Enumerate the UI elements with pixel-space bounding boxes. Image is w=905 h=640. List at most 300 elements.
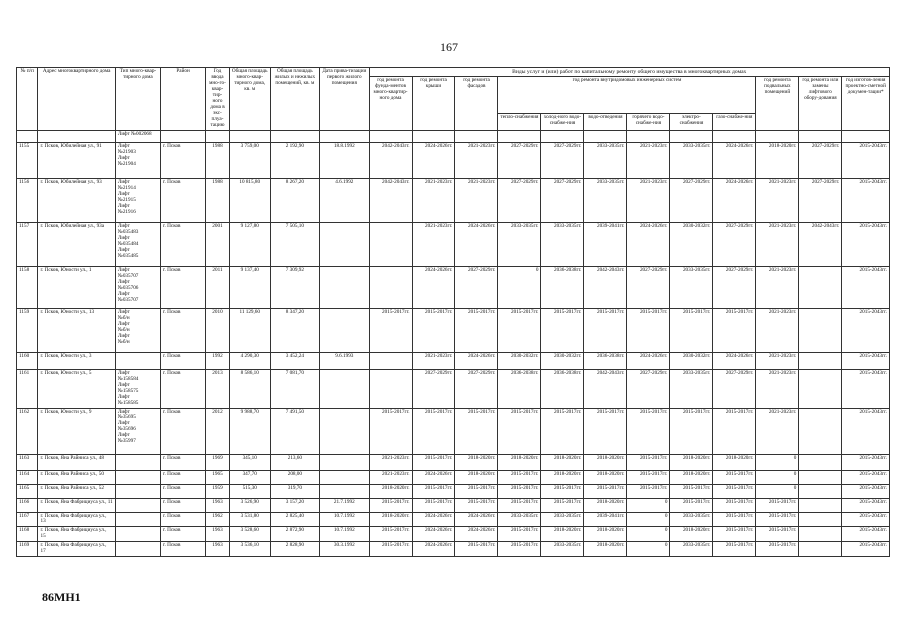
table-row bbox=[17, 512, 890, 527]
hot-water-year: 2015-2017гг. bbox=[627, 484, 670, 498]
elevator-year bbox=[799, 352, 842, 369]
foundation-year: 2042-2043гг. bbox=[369, 142, 412, 178]
year: 2001 bbox=[206, 222, 230, 266]
elevator-year bbox=[799, 369, 842, 408]
docs-year: 2015-2043гг. bbox=[842, 352, 890, 369]
year: 2012 bbox=[206, 408, 230, 454]
res-area: 8 347,20 bbox=[270, 308, 319, 352]
hot-water-year: 0 bbox=[627, 527, 670, 542]
privatization-date: 30.3.1992 bbox=[320, 542, 369, 557]
header-nonres-area: Общая площадь жилых и нежилых помещений, кв. м bbox=[270, 68, 319, 131]
foundation-year bbox=[369, 222, 412, 266]
lift-cell bbox=[115, 454, 160, 470]
gas-year: 2018-2020гг. bbox=[713, 454, 756, 470]
roof-year: 2015-2017гг. bbox=[412, 484, 455, 498]
privatization-date bbox=[320, 470, 369, 484]
header-address: Адрес многоквартирного дома bbox=[38, 68, 115, 131]
total-area: 515,30 bbox=[229, 484, 270, 498]
address: г. Псков, Юбилейная ул., 93 bbox=[38, 178, 115, 222]
address: г. Псков, Яна Райниса ул., 48 bbox=[38, 454, 115, 470]
table-row bbox=[17, 266, 890, 308]
hot-water-year: 0 bbox=[627, 498, 670, 512]
res-area: 8 267,20 bbox=[270, 178, 319, 222]
total-area: 3 759,00 bbox=[229, 142, 270, 178]
cold-water-year: 2027-2029гг. bbox=[541, 142, 584, 178]
elevator-year bbox=[799, 470, 842, 484]
roof-year: 2024-2026гг. bbox=[412, 266, 455, 308]
drainage-year: 2018-2020гг. bbox=[584, 498, 627, 512]
privatization-date bbox=[320, 408, 369, 454]
elevator-year: 2027-2029гг. bbox=[799, 142, 842, 178]
docs-year: 2015-2043гг. bbox=[842, 527, 890, 542]
cold-water-year: 2015-2017гг. bbox=[541, 408, 584, 454]
drainage-year: 2042-2043гг. bbox=[584, 266, 627, 308]
row-number: 1160 bbox=[17, 352, 38, 369]
gas-year: 2015-2017гг. bbox=[713, 542, 756, 557]
year: 1988 bbox=[206, 178, 230, 222]
district: г. Псков bbox=[161, 484, 206, 498]
header-type: Тип много-квар-тирного дома bbox=[115, 68, 160, 131]
gas-year: 2024-2026гг. bbox=[713, 178, 756, 222]
drainage-year: 2039-2041гг. bbox=[584, 222, 627, 266]
total-area: 10 815,80 bbox=[229, 178, 270, 222]
table-row bbox=[17, 408, 890, 454]
hot-water-year: 2015-2017гг. bbox=[627, 470, 670, 484]
heat-year: 2018-2020гг. bbox=[498, 454, 541, 470]
basement-year: 2021-2023гг. bbox=[756, 369, 799, 408]
year: 1962 bbox=[206, 512, 230, 527]
cold-water-year: 2036-2038гг. bbox=[541, 369, 584, 408]
cold-water-year: 2018-2020гг. bbox=[541, 454, 584, 470]
year: 1963 bbox=[206, 498, 230, 512]
elevator-year bbox=[799, 454, 842, 470]
drainage-year: 2018-2020гг. bbox=[584, 542, 627, 557]
privatization-date bbox=[320, 369, 369, 408]
foundation-year bbox=[369, 266, 412, 308]
roof-year: 2021-2023гг. bbox=[412, 352, 455, 369]
row-number: 1157 bbox=[17, 222, 38, 266]
hot-water-year: 2015-2017гг. bbox=[627, 408, 670, 454]
facade-year: 2015-2017гг. bbox=[455, 498, 498, 512]
header-hot: горячего водо-снабже-ния bbox=[627, 113, 670, 130]
foundation-year: 2015-2017гг. bbox=[369, 308, 412, 352]
basement-year: 2021-2023гг. bbox=[756, 178, 799, 222]
page-number: 167 bbox=[440, 40, 458, 54]
drainage-year: 2015-2017гг. bbox=[584, 408, 627, 454]
drainage-year: 2039-2041гг. bbox=[584, 512, 627, 527]
year: 1959 bbox=[206, 484, 230, 498]
header-systems-group: год ремонта внутридомовых инженерных систем bbox=[498, 77, 756, 113]
lift-cell bbox=[115, 484, 160, 498]
electric-year: 2030-2032гг. bbox=[670, 352, 713, 369]
row-number: 1165 bbox=[17, 484, 38, 498]
basement-year: 2015-2017гг. bbox=[756, 498, 799, 512]
facade-year: 2027-2029гг. bbox=[455, 266, 498, 308]
address: г. Псков, Яна Фабрициуса ул., 15 bbox=[38, 527, 115, 542]
lift-cell: Лифт №158584 Лифт №158575 Лифт №158585 bbox=[115, 369, 160, 408]
table-row bbox=[17, 222, 890, 266]
total-area: 9 127,80 bbox=[229, 222, 270, 266]
elevator-year: 2027-2029гг. bbox=[799, 178, 842, 222]
heat-year: 2027-2029гг. bbox=[498, 178, 541, 222]
foundation-year: 2042-2043гг. bbox=[369, 178, 412, 222]
elevator-year bbox=[799, 498, 842, 512]
roof-year: 2015-2017гг. bbox=[412, 408, 455, 454]
electric-year: 2018-2020гг. bbox=[670, 527, 713, 542]
address: г. Псков, Яна Фабрициуса ул., 11 bbox=[38, 498, 115, 512]
year: 1988 bbox=[206, 142, 230, 178]
elevator-year bbox=[799, 408, 842, 454]
year: 1965 bbox=[206, 470, 230, 484]
drainage-year: 2015-2017гг. bbox=[584, 484, 627, 498]
hot-water-year: 2021-2023гг. bbox=[627, 178, 670, 222]
basement-year: 0 bbox=[756, 484, 799, 498]
gas-year: 2015-2017гг. bbox=[713, 498, 756, 512]
privatization-date: 4.6.1992 bbox=[320, 178, 369, 222]
year: 1963 bbox=[206, 542, 230, 557]
privatization-date bbox=[320, 266, 369, 308]
lift-cell: Лифт №б/н Лифт №б/н Лифт №б/н bbox=[115, 308, 160, 352]
heat-year: 2030-2032гг. bbox=[498, 352, 541, 369]
total-area: 345,10 bbox=[229, 454, 270, 470]
address: г. Псков, Яна Фабрициуса ул., 13 bbox=[38, 512, 115, 527]
facade-year: 2015-2017гг. bbox=[455, 408, 498, 454]
header-cold: холод-ного водо-снабже-ния bbox=[541, 113, 584, 130]
res-area: 2 825,40 bbox=[270, 512, 319, 527]
district: г. Псков bbox=[161, 142, 206, 178]
docs-year: 2015-2043гг. bbox=[842, 542, 890, 557]
privatization-date: 18.8.1992 bbox=[320, 142, 369, 178]
address: г. Псков, Юности ул., 9 bbox=[38, 408, 115, 454]
facade-year: 2021-2023гг. bbox=[455, 142, 498, 178]
privatization-date bbox=[320, 308, 369, 352]
roof-year: 2027-2029гг. bbox=[412, 369, 455, 408]
privatization-date bbox=[320, 222, 369, 266]
header-foundation: год ремонта фунда-ментов много-квартир-ного дома bbox=[369, 77, 412, 130]
gas-year: 2015-2017гг. bbox=[713, 308, 756, 352]
drainage-year: 2018-2020гг. bbox=[584, 470, 627, 484]
privatization-date: 10.7.1992 bbox=[320, 527, 369, 542]
docs-year: 2015-2043гг. bbox=[842, 454, 890, 470]
facade-year: 2015-2017гг. bbox=[455, 484, 498, 498]
cold-water-year: 2018-2020гг. bbox=[541, 527, 584, 542]
year: 2013 bbox=[206, 369, 230, 408]
heat-year: 0 bbox=[498, 266, 541, 308]
basement-year: 2018-2020гг. bbox=[756, 142, 799, 178]
heat-year: 2015-2017гг. bbox=[498, 408, 541, 454]
table-row bbox=[17, 130, 890, 142]
electric-year: 2027-2029гг. bbox=[670, 178, 713, 222]
electric-year: 2015-2017гг. bbox=[670, 484, 713, 498]
foundation-year bbox=[369, 369, 412, 408]
header-roof: год ремонта крыши bbox=[412, 77, 455, 130]
facade-year: 2018-2020гг. bbox=[455, 454, 498, 470]
roof-year: 2015-2017гг. bbox=[412, 454, 455, 470]
table-row bbox=[17, 484, 890, 498]
total-area: 3 528,60 bbox=[229, 527, 270, 542]
header-drain: водо-отведения bbox=[584, 113, 627, 130]
header-docs: год изготов-ления проектно-сметной докумен-тации* bbox=[842, 77, 890, 130]
address: г. Псков, Юности ул., 3 bbox=[38, 352, 115, 369]
heat-year: 2027-2029гг. bbox=[498, 142, 541, 178]
heat-year: 2015-2017гг. bbox=[498, 542, 541, 557]
address: г. Псков, Яна Райниса ул., 50 bbox=[38, 470, 115, 484]
basement-year: 2015-2017гг. bbox=[756, 527, 799, 542]
foundation-year: 2018-2020гг. bbox=[369, 512, 412, 527]
drainage-year: 2036-2038гг. bbox=[584, 352, 627, 369]
privatization-date: 10.7.1992 bbox=[320, 512, 369, 527]
lift-cell: Лифт №21914 Лифт №21915 Лифт №21916 bbox=[115, 178, 160, 222]
roof-year: 2024-2026гг. bbox=[412, 542, 455, 557]
electric-year: 2030-2032гг. bbox=[670, 222, 713, 266]
res-area: 7 491,50 bbox=[270, 408, 319, 454]
roof-year: 2024-2026гг. bbox=[412, 512, 455, 527]
lift-cell bbox=[115, 527, 160, 542]
cold-water-year: 2015-2017гг. bbox=[541, 308, 584, 352]
district: г. Псков bbox=[161, 470, 206, 484]
lift-cell bbox=[115, 470, 160, 484]
row-number: 1169 bbox=[17, 542, 38, 557]
district: г. Псков bbox=[161, 308, 206, 352]
row-number: 1167 bbox=[17, 512, 38, 527]
row-number: 1155 bbox=[17, 142, 38, 178]
elevator-year bbox=[799, 308, 842, 352]
hot-water-year: 2015-2017гг. bbox=[627, 454, 670, 470]
hot-water-year: 2015-2017гг. bbox=[627, 308, 670, 352]
header-elevator: год ремонта или замены лифтового обору-дования bbox=[799, 77, 842, 130]
row-number: 1168 bbox=[17, 527, 38, 542]
table-row bbox=[17, 498, 890, 512]
privatization-date bbox=[320, 484, 369, 498]
foundation-year: 2015-2017гг. bbox=[369, 498, 412, 512]
address: г. Псков, Юности ул., 1 bbox=[38, 266, 115, 308]
header-elec: электро-снабжения bbox=[670, 113, 713, 130]
roof-year: 2024-2026гг. bbox=[412, 142, 455, 178]
year: 2011 bbox=[206, 266, 230, 308]
header-works-group: Виды услуг и (или) работ по капитальному ремонту общего имущества в многоквартирных домах bbox=[369, 68, 889, 77]
row-number: 1156 bbox=[17, 178, 38, 222]
basement-year: 2015-2017гг. bbox=[756, 542, 799, 557]
district: г. Псков bbox=[161, 369, 206, 408]
row-number: 1161 bbox=[17, 369, 38, 408]
header-facade: год ремонта фасадов bbox=[455, 77, 498, 130]
heat-year: 2015-2017гг. bbox=[498, 308, 541, 352]
drainage-year: 2042-2043гг. bbox=[584, 369, 627, 408]
district: г. Псков bbox=[161, 498, 206, 512]
header-gas: газо-снабже-ния bbox=[713, 113, 756, 130]
district: г. Псков bbox=[161, 352, 206, 369]
elevator-year bbox=[799, 266, 842, 308]
facade-year: 2024-2026гг. bbox=[455, 512, 498, 527]
gas-year: 2015-2017гг. bbox=[713, 512, 756, 527]
facade-year: 2018-2020гг. bbox=[455, 470, 498, 484]
hot-water-year: 0 bbox=[627, 542, 670, 557]
header-heat: тепло-снабжения bbox=[498, 113, 541, 130]
roof-year: 2015-2017гг. bbox=[412, 308, 455, 352]
total-area: 3 526,90 bbox=[229, 498, 270, 512]
total-area: 11 129,60 bbox=[229, 308, 270, 352]
heat-year: 2015-2017гг. bbox=[498, 484, 541, 498]
foundation-year: 2021-2023гг. bbox=[369, 454, 412, 470]
basement-year: 2021-2023гг. bbox=[756, 308, 799, 352]
privatization-date bbox=[320, 454, 369, 470]
district: г. Псков bbox=[161, 266, 206, 308]
total-area: 9 137,40 bbox=[229, 266, 270, 308]
gas-year: 2027-2029гг. bbox=[713, 266, 756, 308]
gas-year: 2024-2026гг. bbox=[713, 142, 756, 178]
total-area: 8 586,10 bbox=[229, 369, 270, 408]
table-row bbox=[17, 470, 890, 484]
elevator-year bbox=[799, 512, 842, 527]
heat-year: 2015-2017гг. bbox=[498, 470, 541, 484]
heat-year: 2036-2038гг. bbox=[498, 369, 541, 408]
elevator-year: 2042-2043гг. bbox=[799, 222, 842, 266]
hot-water-year: 2021-2023гг. bbox=[627, 142, 670, 178]
lift-cell bbox=[115, 352, 160, 369]
table-row bbox=[17, 454, 890, 470]
basement-year: 2015-2017гг. bbox=[756, 512, 799, 527]
res-area: 2 192,90 bbox=[270, 142, 319, 178]
docs-year: 2015-2043гг. bbox=[842, 266, 890, 308]
address: г. Псков, Яна Райниса ул., 52 bbox=[38, 484, 115, 498]
basement-year: 2021-2023гг. bbox=[756, 222, 799, 266]
electric-year: 2015-2017гг. bbox=[670, 498, 713, 512]
table-row bbox=[17, 178, 890, 222]
lift-cell: Лифт №35695 Лифт №35696 Лифт №35997 bbox=[115, 408, 160, 454]
electric-year: 2033-2035гг. bbox=[670, 266, 713, 308]
basement-year: 0 bbox=[756, 454, 799, 470]
docs-year: 2015-2043гг. bbox=[842, 408, 890, 454]
table-row bbox=[17, 308, 890, 352]
district: г. Псков bbox=[161, 222, 206, 266]
cold-water-year: 2033-2035гг. bbox=[541, 512, 584, 527]
res-area: 7 081,70 bbox=[270, 369, 319, 408]
total-area: 347,70 bbox=[229, 470, 270, 484]
row-number: 1158 bbox=[17, 266, 38, 308]
foundation-year: 2015-2017гг. bbox=[369, 542, 412, 557]
row-number: 1166 bbox=[17, 498, 38, 512]
district: г. Псков bbox=[161, 178, 206, 222]
facade-year: 2021-2023гг. bbox=[455, 178, 498, 222]
gas-year: 2015-2017гг. bbox=[713, 470, 756, 484]
table-row bbox=[17, 352, 890, 369]
table-row bbox=[17, 527, 890, 542]
hot-water-year: 2027-2029гг. bbox=[627, 266, 670, 308]
roof-year: 2024-2026гг. bbox=[412, 527, 455, 542]
header-num: № п/п bbox=[17, 68, 38, 131]
district: г. Псков bbox=[161, 408, 206, 454]
cold-water-year: 2027-2029гг. bbox=[541, 178, 584, 222]
docs-year: 2015-2043гг. bbox=[842, 369, 890, 408]
gas-year: 2024-2026гг. bbox=[713, 352, 756, 369]
basement-year: 2021-2023гг. bbox=[756, 352, 799, 369]
header-year: Год ввода мно-го-квар-тир-ного дома в экс-плуа-тацию bbox=[206, 68, 230, 131]
row-number: 1163 bbox=[17, 454, 38, 470]
header-district: Район bbox=[161, 68, 206, 131]
res-area: 7 505,10 bbox=[270, 222, 319, 266]
res-area: 208,00 bbox=[270, 470, 319, 484]
year: 1992 bbox=[206, 352, 230, 369]
lift-cell: Лифт №035483 Лифт №035484 Лифт №035485 bbox=[115, 222, 160, 266]
facade-year: 2015-2017гг. bbox=[455, 542, 498, 557]
address: г. Псков, Юбилейная ул., 91 bbox=[38, 142, 115, 178]
docs-year: 2015-2043гг. bbox=[842, 222, 890, 266]
privatization-date: 9.6.1993 bbox=[320, 352, 369, 369]
lift-cell bbox=[115, 542, 160, 557]
gas-year: 2015-2017гг. bbox=[713, 527, 756, 542]
roof-year: 2021-2023гг. bbox=[412, 222, 455, 266]
heat-year: 2015-2017гг. bbox=[498, 527, 541, 542]
drainage-year: 2033-2035гг. bbox=[584, 178, 627, 222]
district: г. Псков bbox=[161, 542, 206, 557]
hot-water-year: 0 bbox=[627, 512, 670, 527]
footer-code: 86МН1 bbox=[42, 590, 81, 604]
docs-year: 2015-2043гг. bbox=[842, 178, 890, 222]
row-number: 1162 bbox=[17, 408, 38, 454]
address: г. Псков, Яна Фабрициуса ул., 17 bbox=[38, 542, 115, 557]
docs-year: 2015-2043гг. bbox=[842, 142, 890, 178]
foundation-year: 2015-2017гг. bbox=[369, 408, 412, 454]
lift-cell: Лифт №21903 Лифт №21904 bbox=[115, 142, 160, 178]
facade-year: 2024-2026гг. bbox=[455, 352, 498, 369]
res-area: 7 309,92 bbox=[270, 266, 319, 308]
header-date: Дата прива-тизации первого жилого помещения bbox=[320, 68, 369, 131]
electric-year: 2018-2020гг. bbox=[670, 470, 713, 484]
electric-year: 2033-2035гг. bbox=[670, 512, 713, 527]
facade-year: 2027-2029гг. bbox=[455, 369, 498, 408]
heat-year: 2033-2035гг. bbox=[498, 512, 541, 527]
address: г. Псков, Юности ул., 13 bbox=[38, 308, 115, 352]
district: г. Псков bbox=[161, 454, 206, 470]
foundation-year: 2021-2023гг. bbox=[369, 470, 412, 484]
cold-water-year: 2015-2017гг. bbox=[541, 498, 584, 512]
facade-year: 2024-2026гг. bbox=[455, 222, 498, 266]
docs-year: 2015-2043гг. bbox=[842, 512, 890, 527]
cold-water-year: 2018-2020гг. bbox=[541, 470, 584, 484]
drainage-year: 2018-2020гг. bbox=[584, 527, 627, 542]
res-area: 2 872,90 bbox=[270, 527, 319, 542]
cold-water-year: 2033-2035гг. bbox=[541, 542, 584, 557]
electric-year: 2033-2035гг. bbox=[670, 142, 713, 178]
heat-year: 2033-2035гг. bbox=[498, 222, 541, 266]
cold-water-year: 2036-2038гг. bbox=[541, 266, 584, 308]
total-area: 9 988,70 bbox=[229, 408, 270, 454]
lift-cell bbox=[115, 498, 160, 512]
cold-water-year: 2030-2032гг. bbox=[541, 352, 584, 369]
res-area: 319,70 bbox=[270, 484, 319, 498]
electric-year: 2033-2035гг. bbox=[670, 369, 713, 408]
privatization-date: 21.7.1992 bbox=[320, 498, 369, 512]
foundation-year bbox=[369, 352, 412, 369]
roof-year: 2024-2026гг. bbox=[412, 470, 455, 484]
total-area: 3 531,80 bbox=[229, 512, 270, 527]
district: г. Псков bbox=[161, 512, 206, 527]
roof-year: 2021-2023гг. bbox=[412, 178, 455, 222]
docs-year: 2015-2043гг. bbox=[842, 484, 890, 498]
address: г. Псков, Юности ул., 5 bbox=[38, 369, 115, 408]
facade-year: 2015-2017гг. bbox=[455, 308, 498, 352]
header-basement: год ремонта подвальных помещений bbox=[756, 77, 799, 130]
roof-year: 2015-2017гг. bbox=[412, 498, 455, 512]
year: 2010 bbox=[206, 308, 230, 352]
drainage-year: 2033-2035гг. bbox=[584, 142, 627, 178]
elevator-year bbox=[799, 527, 842, 542]
electric-year: 2015-2017гг. bbox=[670, 308, 713, 352]
table-row bbox=[17, 369, 890, 408]
table-row bbox=[17, 542, 890, 557]
facade-year: 2024-2026гг. bbox=[455, 527, 498, 542]
foundation-year: 2018-2020гг. bbox=[369, 484, 412, 498]
